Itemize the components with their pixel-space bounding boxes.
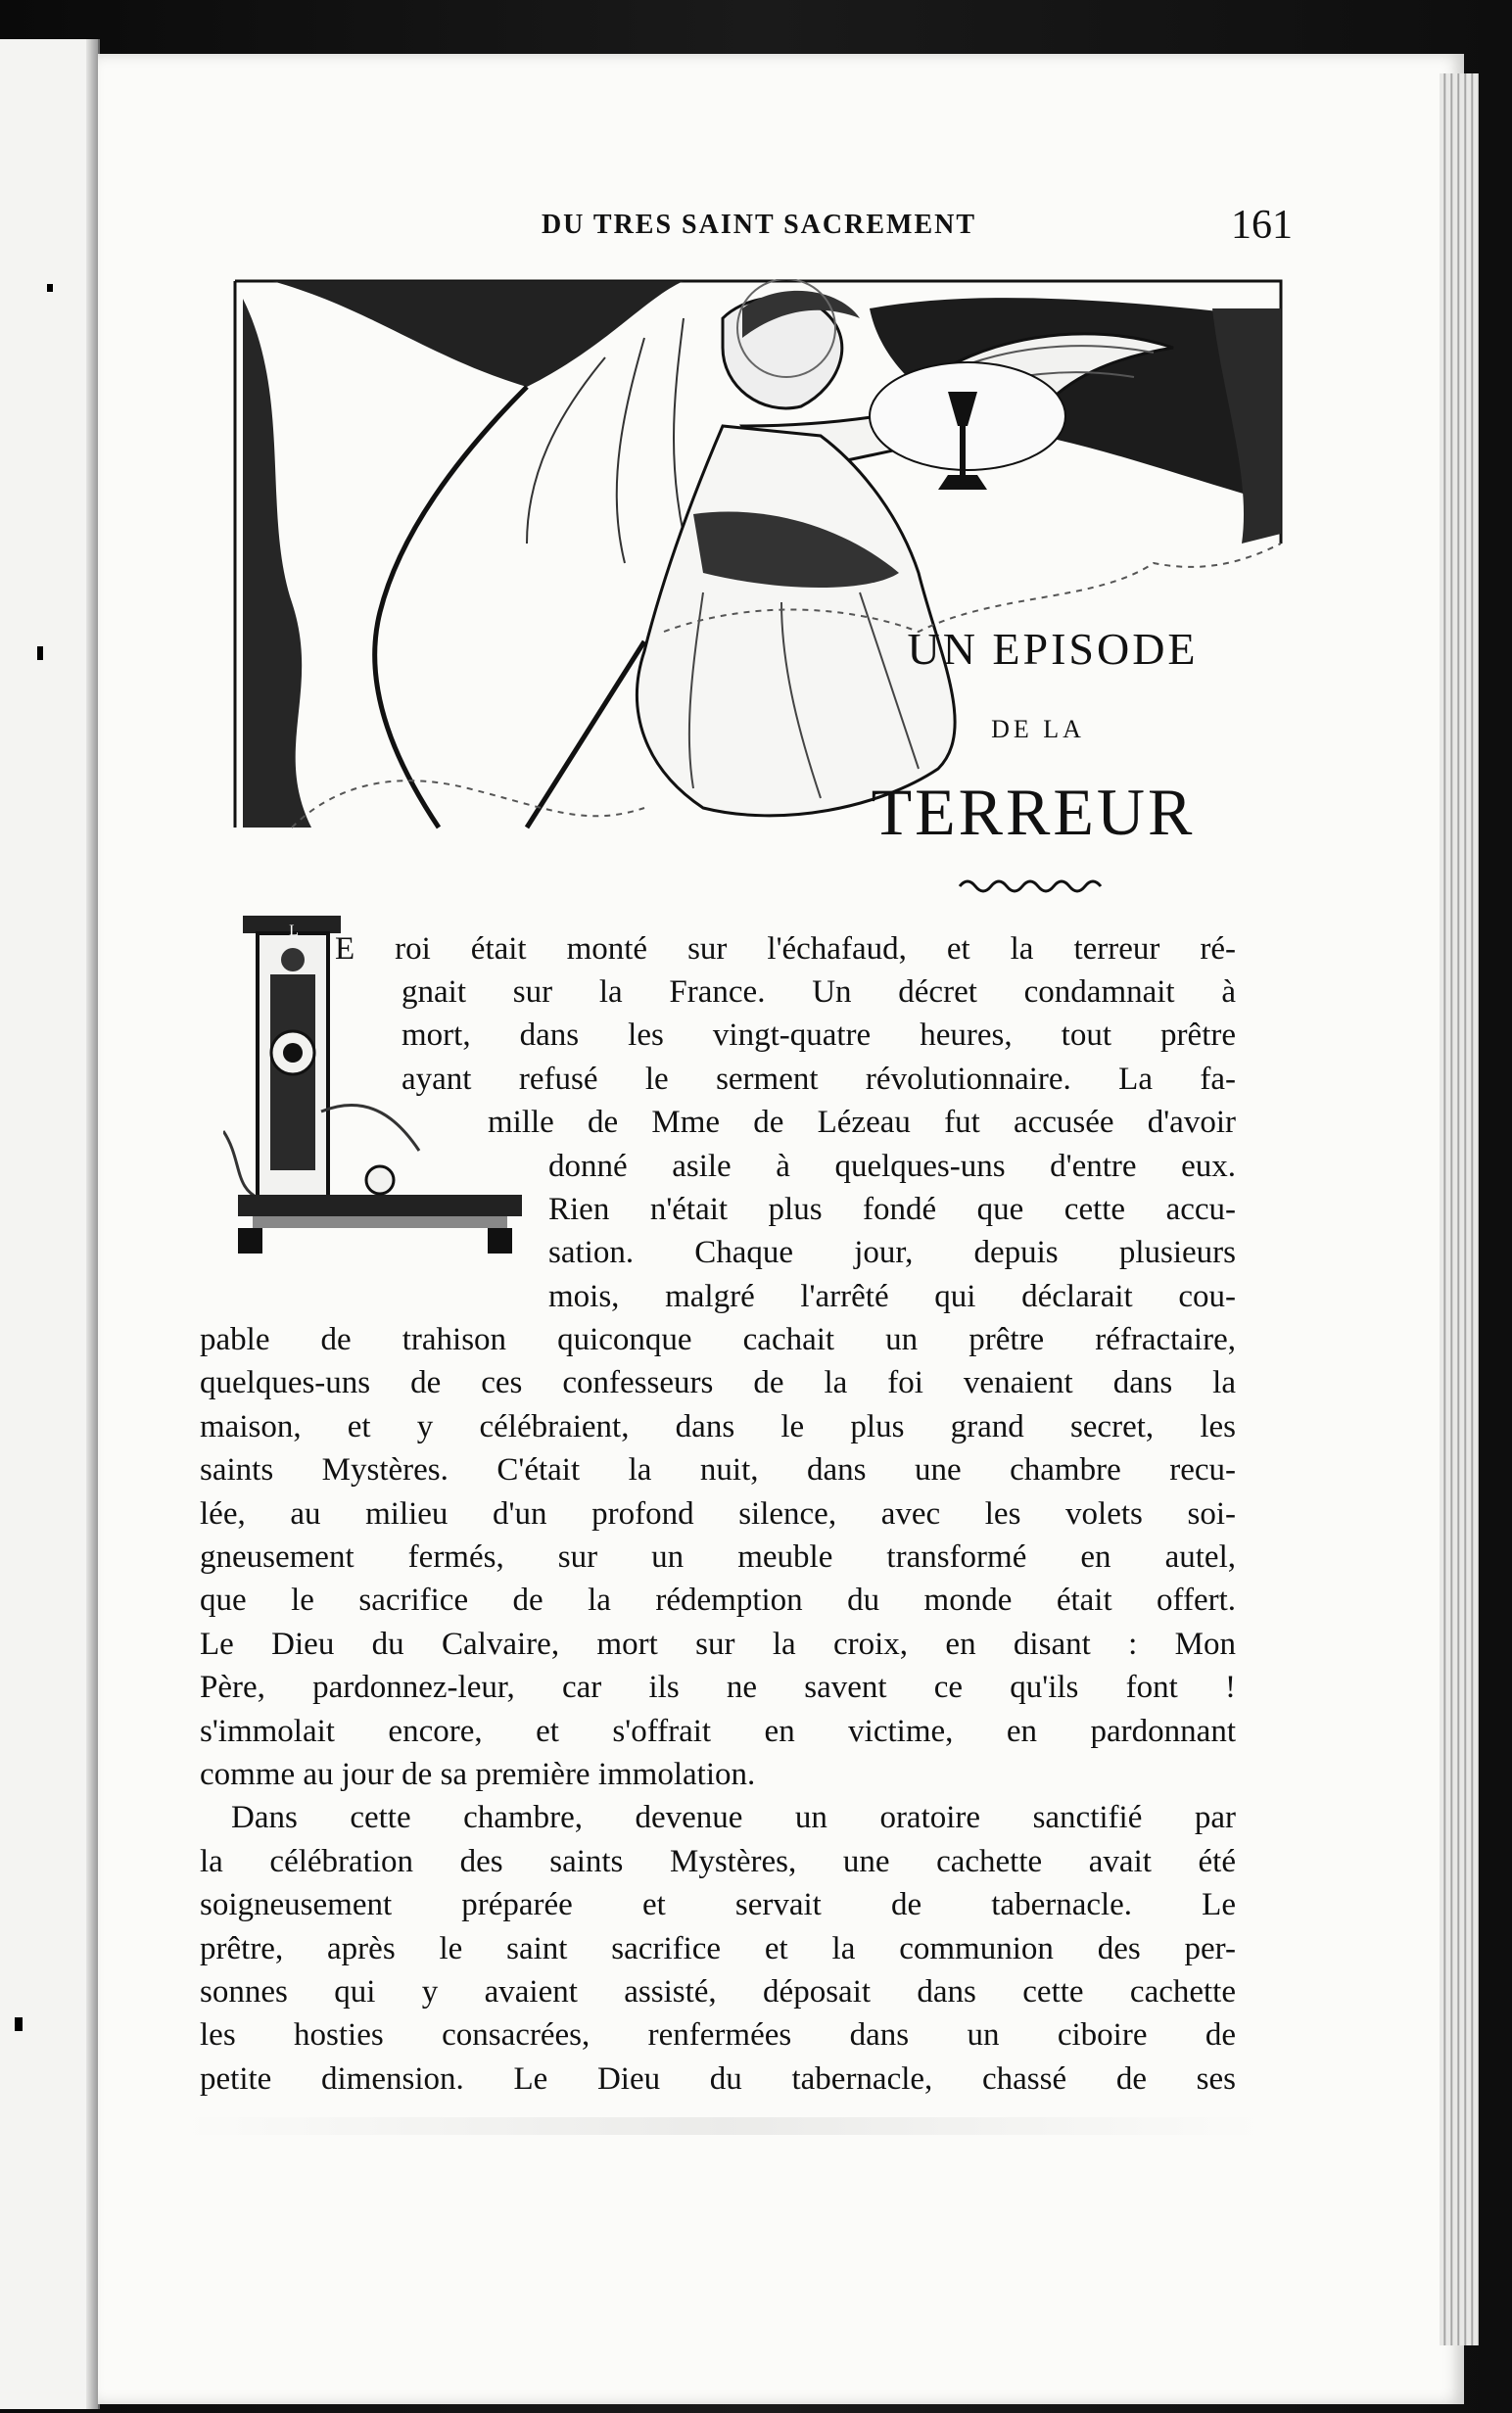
- body-line: maison, et y célébraient, dans le plus grand secret, les: [200, 1409, 1236, 1444]
- body-line: mort, dans les vingt-quatre heures, tout prêtre: [402, 1017, 1236, 1053]
- chapter-title-line-3: TERREUR: [871, 775, 1196, 849]
- body-line: la célébration des saints Mystères, une cachette avait été: [200, 1844, 1236, 1879]
- body-line: Père, pardonnez-leur, car ils ne savent ce qu'ils font !: [200, 1670, 1236, 1705]
- body-line: E roi était monté sur l'échafaud, et la terreur ré-: [335, 931, 1236, 967]
- chapter-title-line-2: DE LA: [991, 715, 1085, 743]
- body-line: Rien n'était plus fondé que cette accu-: [548, 1192, 1236, 1227]
- body-line: sonnes qui y avaient assisté, déposait dans cette cachette: [200, 1974, 1236, 2010]
- body-line: donné asile à quelques-uns d'entre eux.: [548, 1149, 1236, 1184]
- body-line: quelques-uns de ces confesseurs de la foi venaient dans la: [200, 1365, 1236, 1400]
- body-line: petite dimension. Le Dieu du tabernacle, chassé de ses: [200, 2061, 1236, 2097]
- running-head: DU TRES SAINT SACREMENT: [541, 210, 977, 240]
- scan-speck: [37, 646, 43, 660]
- scan-speck: [47, 284, 53, 292]
- body-line: mille de Mme de Lézeau fut accusée d'avoir: [488, 1105, 1236, 1140]
- body-line: soigneusement préparée et servait de tabernacle. Le: [200, 1887, 1236, 1922]
- facing-page-edge: [0, 39, 100, 2409]
- body-line: que le sacrifice de la rédemption du monde était offert.: [200, 1583, 1236, 1618]
- page-number: 161: [1231, 203, 1293, 248]
- body-line: comme au jour de sa première immolation.: [200, 1757, 756, 1792]
- body-line: saints Mystères. C'était la nuit, dans une chambre recu-: [200, 1452, 1236, 1488]
- body-line: s'immolait encore, et s'offrait en victime, en pardonnant: [200, 1714, 1236, 1749]
- page-block-edge: [1440, 73, 1479, 2345]
- body-line: pable de trahison quiconque cachait un prêtre réfractaire,: [200, 1322, 1236, 1357]
- body-line: gneusement fermés, sur un meuble transformé en autel,: [200, 1539, 1236, 1575]
- body-line: prêtre, après le saint sacrifice et la communion des per-: [200, 1931, 1236, 1966]
- body-line: lée, au milieu d'un profond silence, avec les volets soi-: [200, 1496, 1236, 1532]
- bleed-through-smudge: [184, 2117, 1261, 2135]
- body-line: ayant refusé le serment révolutionnaire. La fa-: [402, 1062, 1236, 1097]
- body-line: gnait sur la France. Un décret condamnait à: [402, 974, 1236, 1010]
- title-ornament-squiggle: [955, 875, 1111, 894]
- chapter-title-line-1: UN EPISODE: [907, 624, 1199, 674]
- scan-speck: [15, 2017, 23, 2031]
- initial-letter-glyph: L: [289, 923, 299, 939]
- body-line: Le Dieu du Calvaire, mort sur la croix, en disant : Mon: [200, 1627, 1236, 1662]
- body-line: sation. Chaque jour, depuis plusieurs: [548, 1235, 1236, 1270]
- body-line: les hosties consacrées, renfermées dans un ciboire de: [200, 2017, 1236, 2053]
- body-line: mois, malgré l'arrêté qui déclarait cou-: [548, 1279, 1236, 1314]
- angel-chalice-engraving: [233, 279, 1284, 847]
- body-line: Dans cette chambre, devenue un oratoire sanctifié par: [231, 1800, 1236, 1835]
